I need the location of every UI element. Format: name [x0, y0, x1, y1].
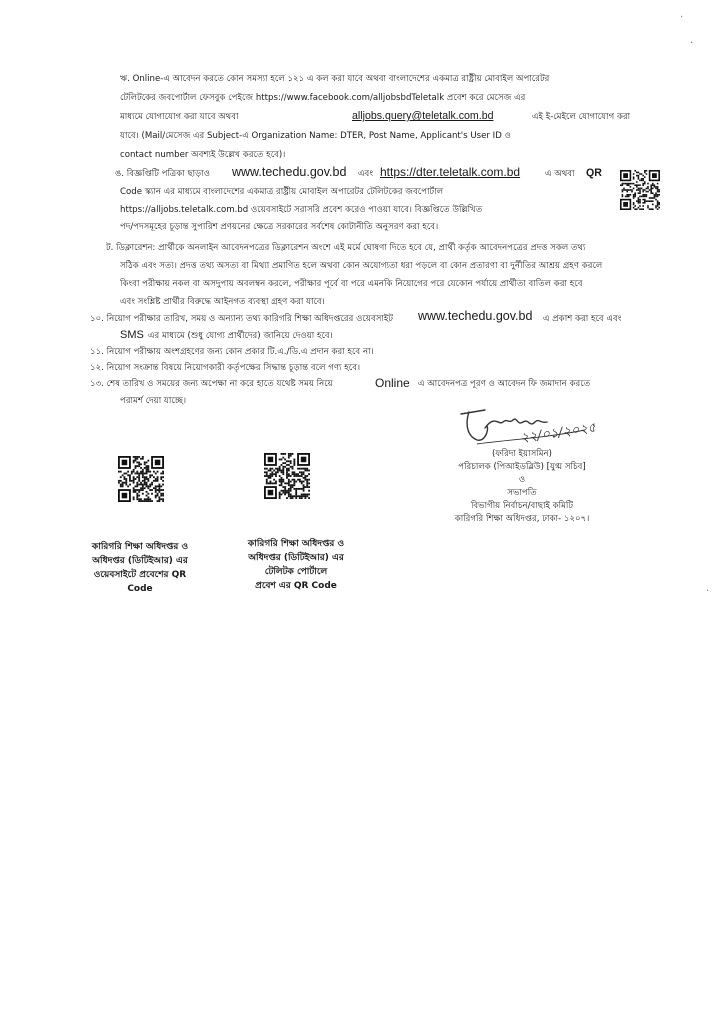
signatory-office: কারিগরি শিক্ষা অধিদপ্তর, ঢাকা- ১২০৭।	[454, 514, 590, 524]
para-kha-line-3a: মাধ্যমে যোগাযোগ করা যাবে অথবা	[120, 112, 239, 122]
para-kha-line-2: টেলিটকের জবপোর্টাল ফেসবুক পেইজে https://www.facebook.com/alljobsbdTeletalk প্রবেশ করে মেসেজ এর	[120, 93, 526, 103]
qr-code-icon	[118, 456, 164, 516]
item-13-online: Online	[375, 376, 410, 390]
scan-mark: ·	[690, 38, 694, 49]
qr-caption-left-line-2: অধিদপ্তর (ডিটিইআর) এর	[92, 556, 188, 566]
signatory-conjunction: ও	[518, 475, 526, 485]
item-11: ১১. নিয়োগ পরীক্ষায় অংশগ্রহণের জন্য কোন প্রকার টি.এ./ডি.এ প্রদান করা হবে না।	[90, 347, 374, 357]
qr-caption-left-line-3: ওয়েবসাইটে প্রবেশের QR	[93, 570, 187, 580]
email-link[interactable]: alljobs.query@teletalk.com.bd	[352, 110, 494, 122]
qr-caption-left	[70, 540, 210, 596]
para-kha-line-4: যাবে। (Mail/মেসেজ এর Subject-এ Organization Name: DTER, Post Name, Applicant's User ID ও	[120, 131, 511, 141]
para-kha-line-3b: এই ই-মেইলে যোগাযোগ করা	[532, 112, 631, 122]
para-nga-or: এ অথবা	[545, 169, 575, 179]
techedu-link[interactable]: www.techedu.gov.bd	[232, 165, 347, 179]
item-12: ১২. নিয়োগ সংক্রান্ত বিষয়ে নিয়োগকারী কর্তৃপক্ষের সিদ্ধান্ত চূড়ান্ত বলে গণ্য হবে।	[90, 363, 361, 373]
item-13-tail: এ আবেদনপত্র পূরণ ও আবেদন ফি জমাদান করতে	[418, 379, 591, 389]
qr-code-icon	[620, 170, 660, 210]
item-10-line-2: এর মাধ্যমে (শুধু যোগ্য প্রার্থীদের) জানিয়ে দেওয়া হবে।	[148, 331, 333, 341]
signatory-committee: বিভাগীয় নির্বাচন/বাছাই কমিটি	[470, 501, 574, 511]
item-10-text: ১০. নিয়োগ পরীক্ষার তারিখ, সময় ও অন্যান্য তথ্য কারিগরি শিক্ষা অধিদপ্তরের ওয়েবসাইট	[90, 314, 394, 324]
qr-code-icon	[264, 453, 310, 513]
item-10-link[interactable]: www.techedu.gov.bd	[418, 309, 533, 323]
para-nga-qr: QR	[586, 167, 602, 179]
signatory-name: (ফরিদা ইয়াসমিন)	[492, 449, 552, 459]
para-nga-line-2: Code স্ক্যান এর মাধ্যমে বাংলাদেশের একমাত্র রাষ্ট্রীয় মোবাইল অপারেটর টেলিটকের জবপোর্টাল	[120, 187, 444, 197]
para-nga-line-4: পদ/পদসমূহের চূড়ান্ত সুপারিশ প্রণয়নের ক্ষেত্রে সরকারের সর্বশেষ কোটানীতি অনুসরণ করা হবে।	[120, 222, 439, 232]
signatory-role: সভাপতি	[507, 488, 537, 498]
para-nga-and: এবং	[358, 169, 374, 179]
signature-block	[446, 448, 598, 526]
para-nga-line-3: https://alljobs.teletalk.com.bd ওয়েবসাইটে সরাসরি প্রবেশ করেও পাওয়া যাবে। বিজ্ঞপ্তিতে উল্লিখিত	[120, 205, 483, 215]
qr-caption-right-line-4: প্রবেশ এর QR Code	[255, 581, 337, 591]
qr-caption-right-line-2: অধিদপ্তর (ডিটিইআর) এর	[248, 553, 344, 563]
scan-mark: ·	[680, 12, 684, 23]
qr-caption-left-line-4: Code	[127, 584, 153, 594]
item-10-sms: SMS	[120, 329, 144, 341]
dter-teletalk-link[interactable]: https://dter.teletalk.com.bd	[380, 165, 521, 179]
handwritten-signature	[455, 400, 595, 450]
item-13-line-2: পরামর্শ দেয়া যাচ্ছে।	[120, 396, 187, 406]
para-cha-line-1: ট. ডিক্লারেশন: প্রার্থীকে অনলাইন আবেদনপত্রের ডিক্লারেশন অংশে এই মর্মে ঘোষণা দিতে হবে যে, প্রার্থী কর্তৃক আবেদনপত্রের প্রদত্ত সকল তথ্য	[106, 243, 586, 253]
item-13-text: ১৩. শেষ তারিখ ও সময়ের জন্য অপেক্ষা না করে হাতে যথেষ্ট সময় নিয়ে	[90, 379, 333, 389]
item-10-tail: এ প্রকাশ করা হবে এবং	[543, 314, 622, 324]
qr-caption-right-line-3: টেলিটক পোর্টালে	[264, 567, 328, 577]
scan-mark: ·	[706, 586, 710, 597]
para-cha-line-3: কিংবা পরীক্ষায় নকল বা অসদুপায় অবলম্বন করলে, পরীক্ষার পূর্বে বা পরে এমনকি নিয়োগের পরে যেকোন পর্যায়ে প্রার্থীতা বাতিল করা হবে	[120, 279, 583, 289]
qr-caption-right-line-1: কারিগরি শিক্ষা অধিদপ্তর ও	[247, 539, 345, 549]
para-kha-line-1: ঋ. Online-এ আবেদন করতে কোন সমস্যা হলে ১২১ এ কল করা যাবে অথবা বাংলাদেশের একমাত্র রাষ্ট্রীয় মোবাইল অপারেটর	[120, 74, 550, 84]
para-kha-line-5: contact number অবশ্যই উল্লেখ করতে হবে)।	[120, 150, 286, 160]
signatory-designation: পরিচালক (পিআইডব্লিউ) [যুগ্ম সচিব]	[458, 462, 586, 472]
qr-caption-right	[226, 537, 366, 593]
svg-text:২২/০১/২০২৫: ২২/০১/২০২৫	[519, 420, 595, 446]
para-nga-prefix: ঙ. বিজ্ঞপ্তিটি পত্রিকা ছাড়াও	[115, 169, 211, 179]
qr-caption-left-line-1: কারিগরি শিক্ষা অধিদপ্তর ও	[91, 542, 189, 552]
para-cha-line-4: এবং সংশ্লিষ্ট প্রার্থীর বিরুদ্ধে আইনগত ব্যবস্থা গ্রহণ করা যাবে।	[120, 297, 325, 307]
para-cha-line-2: সঠিক এবং সত্য। প্রদত্ত তথ্য অসত্য বা মিথ্যা প্রমাণিত হলে অথবা কোন অযোগ্যতা ধরা পড়লে বা কোন প্রতারণা বা দুর্নীতির আশ্রয় গ্রহণ করলে	[120, 261, 603, 271]
